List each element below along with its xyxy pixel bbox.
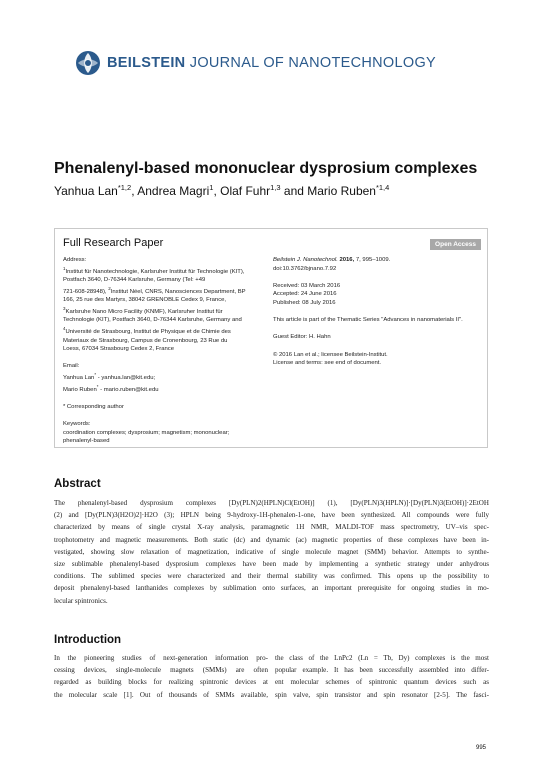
article-title: Phenalenyl-based mononuclear dysprosium complexes	[54, 160, 478, 177]
abstract-body: The phenalenyl-based dysprosium complexes [Dy(PLN)2(HPLN)Cl(EtOH)] (1), [Dy(PLN)3(HPLN)]·[Dy(PLN)3(EtOH)]·2EtOH (2) and [Dy(PLN)3(H2O)2]·H2O (3); HPLN being 9-hydroxy-1H-phenalen-1-one, have been synthesized. All compounds were fully characterized by means of single crystal X-ray analysis, paramagnetic 1H NMR, MALDI-TOF mass spectrometry, UV–vis spec- trophotometry and magnetic measurements. Both static (dc) and dynamic (ac) magnetic properties of these complexes have been in- vestigated, showing slow relaxation of magnetization, indicative of single molecule magnet (SMM) behavior. Attempts to synthe- size sublimable phenalenyl-based dysprosium complexes have been made by implementing a synthetic strategy under anhydrous conditions. The sublimed species were characterized and their thermal stability was confirmed. This opens up the possibility to deposit phenalenyl-based lanthanides complexes by sublimation onto surfaces, an important prerequisite for ongoing studies in mo- lecular spintronics.	[54, 499, 489, 605]
author-name: Mario Ruben	[307, 184, 376, 198]
info-left-column	[63, 256, 268, 446]
article-type-heading: Full Research Paper	[63, 237, 164, 249]
guest-editor: Guest Editor: H. Hahn	[273, 334, 331, 341]
email-link[interactable]: - yanhua.lan@kit.edu;	[96, 374, 156, 381]
keywords-block: Keywords: coordination complexes; dysprosium; magnetism; mononuclear; phenalenyl-based	[63, 420, 230, 445]
journal-header	[75, 48, 436, 78]
thematic-series-link[interactable]: This article is part of the Thematic Series "Advances in nanomaterials II".	[273, 317, 463, 324]
introduction-right-column: the class of the LnPc2 (Ln = Tb, Dy) complexes is the most popular example. It has been successfully assembled into differ- ent molecular schemes of spintronic quantum devices such as spin valve, spin transistor and spin resonator [2-5]. The fasci-	[275, 654, 489, 699]
doi-link[interactable]: doi:10.3762/bjnano.7.92	[273, 265, 337, 272]
author-list: Yanhua Lan$^{*1,2}$, Andrea Magri$^1$, Olaf Fuhr$^{1,3}$ and Mario Ruben$^{*1,4}$	[54, 183, 390, 198]
author-name: Yanhua Lan	[54, 184, 118, 198]
introduction-heading: Introduction	[54, 634, 122, 646]
abstract-heading: Abstract	[54, 478, 101, 490]
author-name: Olaf Fuhr	[220, 184, 271, 198]
journal-logo-icon	[75, 50, 101, 76]
license-text: © 2016 Lan et al.; licensee Beilstein-Institut.	[273, 351, 388, 358]
page-number: 995	[476, 745, 487, 751]
open-access-badge: Open Access	[430, 239, 481, 250]
address-block: Address: $^1$Institut für Nanotechnologie, Karlsruher Institut für Technologie (KIT), Postfach 3640, D-76344 Karlsruhe, Germany (Tel: +49 721-608-28948), $^2$Institut Néel, CNRS, Nanosciences Department, BP 166, 25 rue des Martyrs, 38042 GRENOBLE Cedex 9, France, $^3$Karlsruhe Nano Micro Facility (KNMF), Karlsruher Institut für Technologie (KIT), Postfach 3640, D-76344 Karlsruhe, Germany and $^4$Université de Strasbourg, Institut de Physique et de Chimie des Materiaux de Strasbourg, Campus de Cronenbourg, 23 Rue du Loess, 67034 Strasbourg Cedex 2, France	[63, 257, 246, 353]
email-block: Email: Yanhua Lan* - yanhua.lan@kit.edu; Mario Ruben* - mario.ruben@kit.edu	[63, 363, 159, 393]
article-info-box	[54, 228, 488, 448]
info-right-column	[273, 256, 483, 368]
citation: Beilstein J. Nanotechnol. 2016, 7, 995–1009.	[273, 257, 391, 263]
journal-name: BEILSTEIN JOURNAL OF NANOTECHNOLOGY	[107, 55, 437, 71]
author-name: Andrea Magri	[137, 184, 210, 198]
corresponding-author-note: * Corresponding author	[63, 403, 124, 410]
published-date: Published: 08 July 2016	[273, 299, 336, 306]
email-link[interactable]: - mario.ruben@kit.edu	[98, 386, 159, 393]
introduction-left-column: In the pioneering studies of next-generation information pro- cessing devices, single-molecule magnets (SMMs) are often regarded as building blocks for realizing spintronic devices at the molecular scale [1]. Out of thousands of SMMs available,	[54, 654, 268, 699]
received-date: Received: 03 March 2016	[273, 282, 341, 289]
accepted-date: Accepted: 24 June 2016	[273, 291, 337, 298]
license-terms-link[interactable]: License and terms: see end of document.	[273, 360, 382, 367]
